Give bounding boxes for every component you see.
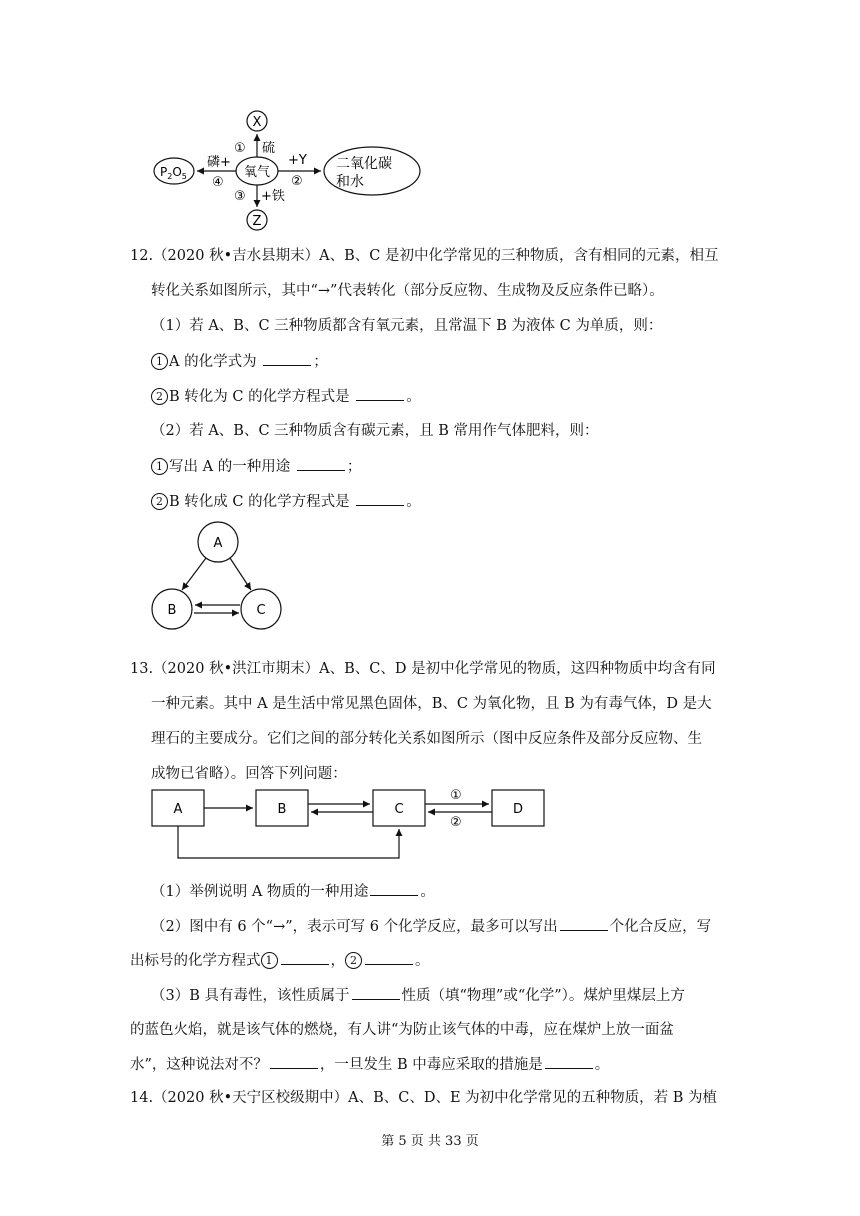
q12-part1-b-text: B 转化为 C 的化学方程式是	[169, 389, 350, 405]
punct: 。	[406, 389, 421, 405]
abc-conversion-diagram	[148, 520, 288, 632]
q12-part2-a	[151, 456, 361, 477]
q13-sub-2	[151, 916, 711, 937]
reaction-1-number: ①	[450, 788, 462, 803]
answer-blank[interactable]	[560, 916, 608, 931]
q12-line-1: 12.（2020 秋•吉水县期末）A、B、C 是初中化学常见的三种物质，含有相同的元素，相互	[130, 248, 719, 264]
q13-sub-3	[151, 985, 685, 1006]
node-a-label: A	[213, 536, 223, 551]
p2o5-label: $P_2O_5$	[160, 165, 187, 181]
q12-part1-intro: （1）若 A、B、C 三种物质都含有氧元素，且常温下 B 为液体 C 为单质，则：	[151, 318, 663, 334]
q12-part2-b	[151, 491, 421, 512]
answer-blank[interactable]	[352, 985, 400, 1000]
circled-number: 1	[261, 952, 278, 969]
node-c-label: C	[256, 603, 266, 618]
q13-sub-2-text-c: 出标号的化学方程式	[130, 953, 261, 969]
reaction-3-number: ③	[234, 189, 246, 204]
answer-blank[interactable]	[365, 950, 413, 965]
q12-part1-a	[151, 351, 328, 372]
q12-part2-a-text: 写出 A 的一种用途	[169, 459, 291, 475]
q13-sub-3-text-e: ，一旦发生 B 中毒应采取的措施是	[319, 1057, 543, 1073]
reaction-1-label: 硫	[262, 141, 276, 156]
reaction-4-label: 磷+	[207, 155, 231, 170]
answer-blank[interactable]	[370, 881, 418, 896]
oxygen-reaction-diagram	[140, 104, 430, 236]
punct: ；	[313, 354, 328, 370]
q13-sub-3-text-b: 性质（填“物理”或“化学”）。煤炉里煤层上方	[401, 988, 685, 1004]
q12-part1-a-text: A 的化学式为	[169, 354, 257, 370]
q13-sub-2-text: （2）图中有 6 个“→”，表示可写 6 个化学反应，最多可以写出	[151, 919, 558, 935]
co2-label-line1: 二氧化碳	[336, 156, 392, 172]
answer-blank[interactable]	[270, 1054, 318, 1069]
circled-number: 2	[345, 952, 362, 969]
node-b-label: B	[167, 603, 177, 618]
co2-label-line2: 和水	[336, 174, 364, 190]
q13-sub-1	[151, 881, 435, 902]
z-label: Z	[252, 214, 262, 229]
answer-blank[interactable]	[356, 386, 404, 401]
circled-number: 2	[151, 493, 168, 510]
q13-sub-2-cont	[130, 950, 430, 971]
punct: ；	[346, 459, 362, 475]
arrow-a-to-b	[182, 558, 206, 590]
arrow-a-to-c	[230, 558, 251, 590]
q13-line-1: 13.（2020 秋•洪江市期末）A、B、C、D 是初中化学常见的物质，这四种物质中均含有同	[130, 661, 716, 677]
q13-sub-1-text: （1）举例说明 A 物质的一种用途	[151, 884, 369, 900]
box-a-label: A	[173, 802, 183, 817]
q13-sub-3-cont: 的蓝色火焰，就是该气体的燃烧，有人讲“为防止该气体的中毒，应在煤炉上放一面盆	[130, 1022, 674, 1038]
q14-line-1: 14.（2020 秋•天宁区校级期中）A、B、C、D、E 为初中化学常见的五种物质，若 B 为植	[130, 1090, 718, 1106]
punct: ，	[330, 953, 345, 969]
q13-line-2: 一种元素。其中 A 是生活中常见黑色固体，B、C 为氧化物，且 B 为有毒气体，D 是大	[151, 696, 712, 712]
answer-blank[interactable]	[281, 950, 329, 965]
circled-number: 1	[151, 458, 168, 475]
punct: 。	[406, 494, 421, 510]
q13-line-4: 成物已省略）。回答下列问题：	[151, 766, 347, 782]
punct: 。	[415, 953, 430, 969]
answer-blank[interactable]	[263, 351, 311, 366]
q13-line-3: 理石的主要成分。它们之间的部分转化关系如图所示（图中反应条件及部分反应物、生	[151, 731, 702, 747]
reaction-1-number: ①	[234, 141, 246, 156]
answer-blank[interactable]	[545, 1054, 593, 1069]
punct: 。	[420, 884, 435, 900]
punct: 。	[594, 1057, 610, 1073]
q13-sub-2-text-b: 个化合反应，写	[609, 919, 712, 935]
q12-line-2: 转化关系如图所示，其中“→”代表转化（部分反应物、生成物及反应条件已略）。	[151, 283, 664, 299]
reaction-3-label: +铁	[261, 189, 285, 204]
box-b-label: B	[277, 802, 287, 817]
reaction-2-number: ②	[291, 174, 303, 189]
circled-number: 1	[151, 353, 168, 370]
arrow-a-to-c	[178, 826, 399, 858]
q13-sub-3-text: （3）B 具有毒性，该性质属于	[151, 988, 350, 1004]
box-c-label: C	[394, 802, 404, 817]
q13-sub-3-cont2	[130, 1054, 609, 1075]
q13-sub-3-text-d: 水”，这种说法对不？	[130, 1057, 268, 1073]
answer-blank[interactable]	[356, 491, 404, 506]
page-footer: 第 5 页 共 33 页	[381, 1134, 479, 1149]
q12-part2-intro: （2）若 A、B、C 三种物质含有碳元素，且 B 常用作气体肥料，则：	[151, 423, 599, 439]
x-label: X	[252, 115, 262, 130]
abcd-conversion-diagram	[148, 784, 548, 864]
answer-blank[interactable]	[297, 456, 345, 471]
reaction-4-number: ④	[212, 175, 224, 190]
q12-part2-b-text: B 转化成 C 的化学方程式是	[169, 494, 350, 510]
reaction-2-number: ②	[450, 815, 462, 830]
q12-part1-b	[151, 386, 421, 407]
box-d-label: D	[512, 802, 524, 817]
reaction-2-label: +Y	[288, 153, 307, 168]
oxygen-label: 氧气	[243, 165, 271, 180]
circled-number: 2	[151, 388, 168, 405]
